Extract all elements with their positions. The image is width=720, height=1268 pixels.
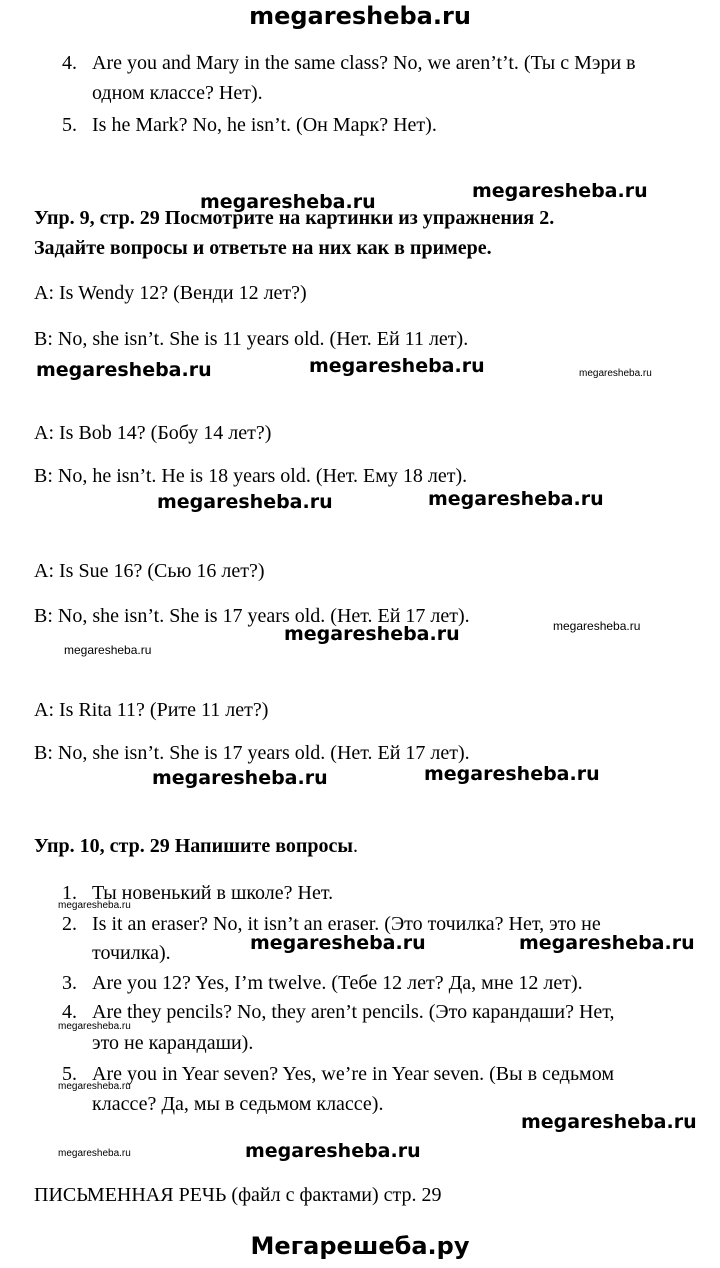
watermark: megaresheba.ru (36, 359, 212, 381)
watermark: megaresheba.ru (553, 619, 641, 633)
watermark: megaresheba.ru (58, 1021, 131, 1032)
watermark: megaresheba.ru (424, 763, 600, 785)
list-item-line: Are you in Year seven? Yes, we’re in Year seven. (Вы в седьмом (92, 1063, 614, 1085)
list-item-line: Ты новенький в школе? Нет. (92, 882, 334, 904)
watermark: megaresheba.ru (157, 491, 333, 513)
watermark: megaresheba.ru (579, 368, 652, 379)
watermark: megaresheba.ru (58, 1081, 131, 1092)
exercise-10-title (34, 830, 358, 862)
watermark: megaresheba.ru (64, 643, 152, 657)
watermark: megaresheba.ru (521, 1111, 697, 1133)
list-item-number: 5. (62, 114, 77, 136)
watermark: megaresheba.ru (519, 932, 695, 954)
watermark: megaresheba.ru (250, 932, 426, 954)
watermark: megaresheba.ru (245, 1140, 421, 1162)
dialog-question: A: Is Bob 14? (Бобу 14 лет?) (34, 422, 272, 444)
watermark: megaresheba.ru (284, 623, 460, 645)
watermark: megaresheba.ru (58, 1148, 131, 1159)
list-item-number: 4. (62, 52, 77, 74)
site-footer: Мегарешеба.ру (250, 1232, 470, 1260)
dialog-answer: B: No, he isn’t. He is 18 years old. (Нет. Ему 18 лет). (34, 465, 468, 487)
watermark: megaresheba.ru (428, 488, 604, 510)
watermark: megaresheba.ru (309, 355, 485, 377)
exercise-10-title-text: Упр. 10, стр. 29 Напишите вопросы (34, 835, 354, 857)
list-item-line: Is he Mark? No, he isn’t. (Он Марк? Нет). (92, 114, 437, 136)
dialog-question: A: Is Sue 16? (Сью 16 лет?) (34, 560, 265, 582)
list-item-line: Are you 12? Yes, I’m twelve. (Тебе 12 лет? Да, мне 12 лет). (92, 972, 583, 994)
list-item-number: 5. (62, 1063, 77, 1085)
exercise-10-title-dot: . (353, 835, 359, 857)
dialog-question: A: Is Wendy 12? (Венди 12 лет?) (34, 282, 307, 304)
list-item-line: классе? Да, мы в седьмом классе). (92, 1093, 384, 1115)
list-item-line: Are they pencils? No, they aren’t pencils. (Это карандаши? Нет, (92, 1001, 615, 1023)
exercise-9-title-line1: Упр. 9, стр. 29 Посмотрите на картинки из упражнения 2. (34, 207, 555, 229)
list-item-number: 4. (62, 1001, 77, 1023)
exercise-9-title-line2: Задайте вопросы и ответьте на них как в примере. (34, 237, 492, 259)
watermark: megaresheba.ru (472, 180, 648, 202)
dialog-answer: B: No, she isn’t. She is 11 years old. (Нет. Ей 11 лет). (34, 328, 469, 350)
list-item-number: 1. (62, 882, 77, 904)
site-header: megaresheba.ru (249, 2, 471, 30)
list-item-number: 3. (62, 972, 77, 994)
dialog-answer: B: No, she isn’t. She is 17 years old. (Нет. Ей 17 лет). (34, 742, 470, 764)
list-item-number: 2. (62, 913, 77, 935)
watermark: megaresheba.ru (152, 767, 328, 789)
list-item-line: Is it an eraser? No, it isn’t an eraser. (Это точилка? Нет, это не (92, 913, 601, 935)
watermark: megaresheba.ru (58, 900, 131, 911)
list-item-line: это не карандаши). (92, 1032, 254, 1054)
list-item-line: Are you and Mary in the same class? No, we aren’t’t. (Ты с Мэри в (92, 52, 636, 74)
writing-section-heading: ПИСЬМЕННАЯ РЕЧЬ (файл с фактами) стр. 29 (34, 1184, 442, 1206)
list-item-line: одном классе? Нет). (92, 82, 263, 104)
watermark: megaresheba.ru (200, 191, 376, 213)
list-item-line: точилка). (92, 942, 171, 964)
dialog-answer: B: No, she isn’t. She is 17 years old. (Нет. Ей 17 лет). (34, 605, 470, 627)
dialog-question: A: Is Rita 11? (Рите 11 лет?) (34, 699, 269, 721)
